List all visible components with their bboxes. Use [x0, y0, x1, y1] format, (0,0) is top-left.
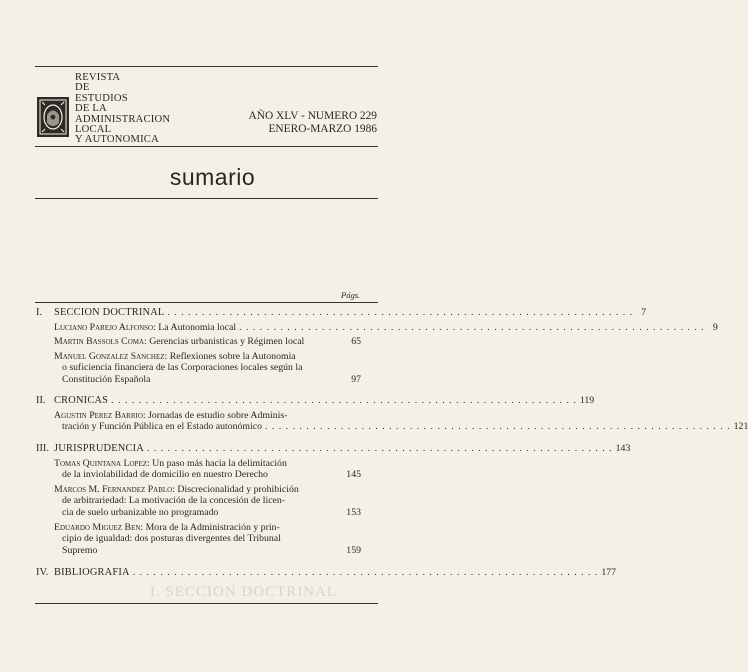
title-rule: [35, 198, 378, 199]
toc-entry-line[interactable]: Manuel Gonzalez Sanchez: Reflexiones sobre la Autonomia: [54, 351, 296, 362]
page-number: 9: [712, 322, 718, 333]
toc-top-rule: [35, 302, 378, 303]
toc-entry-last-line: [62, 507, 361, 519]
entry-title: tración y Función Pública en el Estado autonómico: [62, 421, 262, 432]
masthead-line: LOCAL: [75, 124, 112, 136]
page-number: 177: [601, 567, 617, 578]
entry-title: de la inviolabilidad de domicilio en nuestro Derecho: [62, 469, 268, 480]
section-numeral: I.: [36, 307, 43, 318]
entry-title: Jornadas de estudio sobre Adminis-: [148, 410, 288, 421]
header-rule: [35, 146, 378, 147]
section-heading[interactable]: [54, 443, 631, 455]
toc-entry[interactable]: Luciano Parejo Alfonso: La Autonomia local . . . . . . . . . . . . . . . . . . . . . . . . . . . . . . . . . . . . . . . . . . . . . . . . . . . . . . . . . . . . . . . . . . . . 9: [54, 322, 718, 333]
page-number: 97: [351, 374, 361, 385]
masthead-line: ADMINISTRACION: [75, 113, 171, 125]
page-number: 119: [579, 395, 595, 406]
entry-author: Marcos M. Fernandez Pablo: [54, 484, 173, 495]
masthead-line: REVISTA: [75, 72, 121, 83]
section-title: JURISPRUDENCIA: [54, 443, 144, 454]
top-rule: [35, 66, 378, 67]
toc-entry-last-line: [62, 469, 361, 481]
seal-logo-icon: [36, 96, 70, 138]
journal-masthead: [75, 73, 170, 146]
pages-column-label: Págs.: [341, 290, 361, 300]
section-numeral: IV.: [36, 567, 49, 578]
page-title: sumario: [169, 164, 256, 190]
entry-title: La Autonomia local: [158, 322, 237, 333]
toc-entry-line: o suficiencia financiera de las Corporaciones locales según la: [62, 362, 303, 373]
entry-title: Mora de la Administración y prin-: [145, 522, 280, 533]
issue-date: ENERO-MARZO 1986: [268, 123, 377, 136]
section-heading[interactable]: [54, 395, 595, 407]
toc-entry-line[interactable]: Marcos M. Fernandez Pablo: Discrecionalidad y prohibición: [54, 484, 299, 495]
toc-entry[interactable]: Martin Bassols Coma: Gerencias urbanisticas y Régimen local 65: [54, 336, 361, 347]
entry-title: Constitución Española: [62, 374, 151, 385]
entry-author: Tomas Quintana Lopez: [54, 458, 147, 469]
masthead-line: ESTUDIOS: [75, 92, 128, 104]
entry-title: Un paso más hacia la delimitación: [152, 458, 287, 469]
entry-title: Discrecionalidad y prohibición: [177, 484, 299, 495]
page-number: 121: [733, 421, 748, 432]
masthead-line: Y AUTONOMICA: [75, 134, 159, 146]
entry-author: Agustin Perez Barrio: [54, 410, 143, 421]
show-through-text: I. SECCION DOCTRINAL: [150, 584, 338, 600]
toc-entry-last-line: [62, 545, 361, 557]
entry-author: Manuel Gonzalez Sanchez: [54, 351, 165, 362]
entry-title: Gerencias urbanisticas y Régimen local: [149, 336, 305, 347]
toc-entry-line[interactable]: Eduardo Miguez Ben: Mora de la Administración y prin-: [54, 522, 280, 533]
leader-dots: . . . . . . . . . . . . . . . . . . . . . . . . . . . . . . . . . . . . . . . . . . . . . . . . . . . . . . . . . . . . . . . . . . . .: [132, 567, 599, 578]
leader-dots: . . . . . . . . . . . . . . . . . . . . . . . . . . . . . . . . . . . . . . . . . . . . . . . . . . . . . . . . . . . . . . . . . . . .: [167, 307, 634, 318]
page-number: 143: [615, 443, 631, 454]
entry-author: Luciano Parejo Alfonso: [54, 322, 154, 333]
entry-author: Martin Bassols Coma: [54, 336, 145, 347]
issue-info: [249, 110, 377, 137]
page-number: 7: [641, 307, 647, 318]
section-heading[interactable]: [54, 307, 647, 319]
toc-entry-line: cipio de igualdad: dos posturas divergentes del Tribunal: [62, 533, 281, 544]
section-heading[interactable]: [54, 567, 617, 579]
page-number: 145: [346, 469, 361, 480]
section-title: CRONICAS: [54, 395, 109, 406]
toc-bottom-rule: [35, 603, 378, 604]
leader-dots: . . . . . . . . . . . . . . . . . . . . . . . . . . . . . . . . . . . . . . . . . . . . . . . . . . . . . . . . . . . . . . . . . . . .: [239, 322, 705, 333]
section-title: SECCION DOCTRINAL: [54, 307, 165, 318]
toc-entry-line[interactable]: Agustin Perez Barrio: Jornadas de estudio sobre Adminis-: [54, 410, 288, 421]
leader-dots: . . . . . . . . . . . . . . . . . . . . . . . . . . . . . . . . . . . . . . . . . . . . . . . . . . . . . . . . . . . . . . . . . . . .: [264, 421, 731, 432]
toc-entry-last-line: [62, 421, 748, 433]
toc-entry-last-line: [62, 374, 361, 386]
page-number: 153: [346, 507, 361, 518]
page-number: 65: [351, 336, 361, 347]
entry-title: cia de suelo urbanizable no programado: [62, 507, 219, 518]
entry-title: Supremo: [62, 545, 98, 556]
page-number: 159: [346, 545, 361, 556]
section-title: BIBLIOGRAFIA: [54, 567, 130, 578]
masthead-line: DE: [75, 82, 90, 94]
issue-number: AÑO XLV - NUMERO 229: [248, 110, 377, 122]
leader-dots: . . . . . . . . . . . . . . . . . . . . . . . . . . . . . . . . . . . . . . . . . . . . . . . . . . . . . . . . . . . . . . . . . . . .: [111, 395, 577, 406]
toc-entry-line[interactable]: Tomas Quintana Lopez: Un paso más hacia la delimitación: [54, 458, 287, 469]
masthead-line: DE LA: [75, 103, 107, 115]
entry-author: Eduardo Miguez Ben: [54, 522, 141, 533]
toc-entry-line: de arbitrariedad: La motivación de la concesión de licen-: [62, 495, 286, 506]
section-numeral: II.: [36, 395, 46, 406]
leader-dots: . . . . . . . . . . . . . . . . . . . . . . . . . . . . . . . . . . . . . . . . . . . . . . . . . . . . . . . . . . . . . . . . . . . .: [146, 443, 613, 454]
section-numeral: III.: [36, 443, 49, 454]
entry-title: Reflexiones sobre la Autonomia: [169, 351, 296, 362]
